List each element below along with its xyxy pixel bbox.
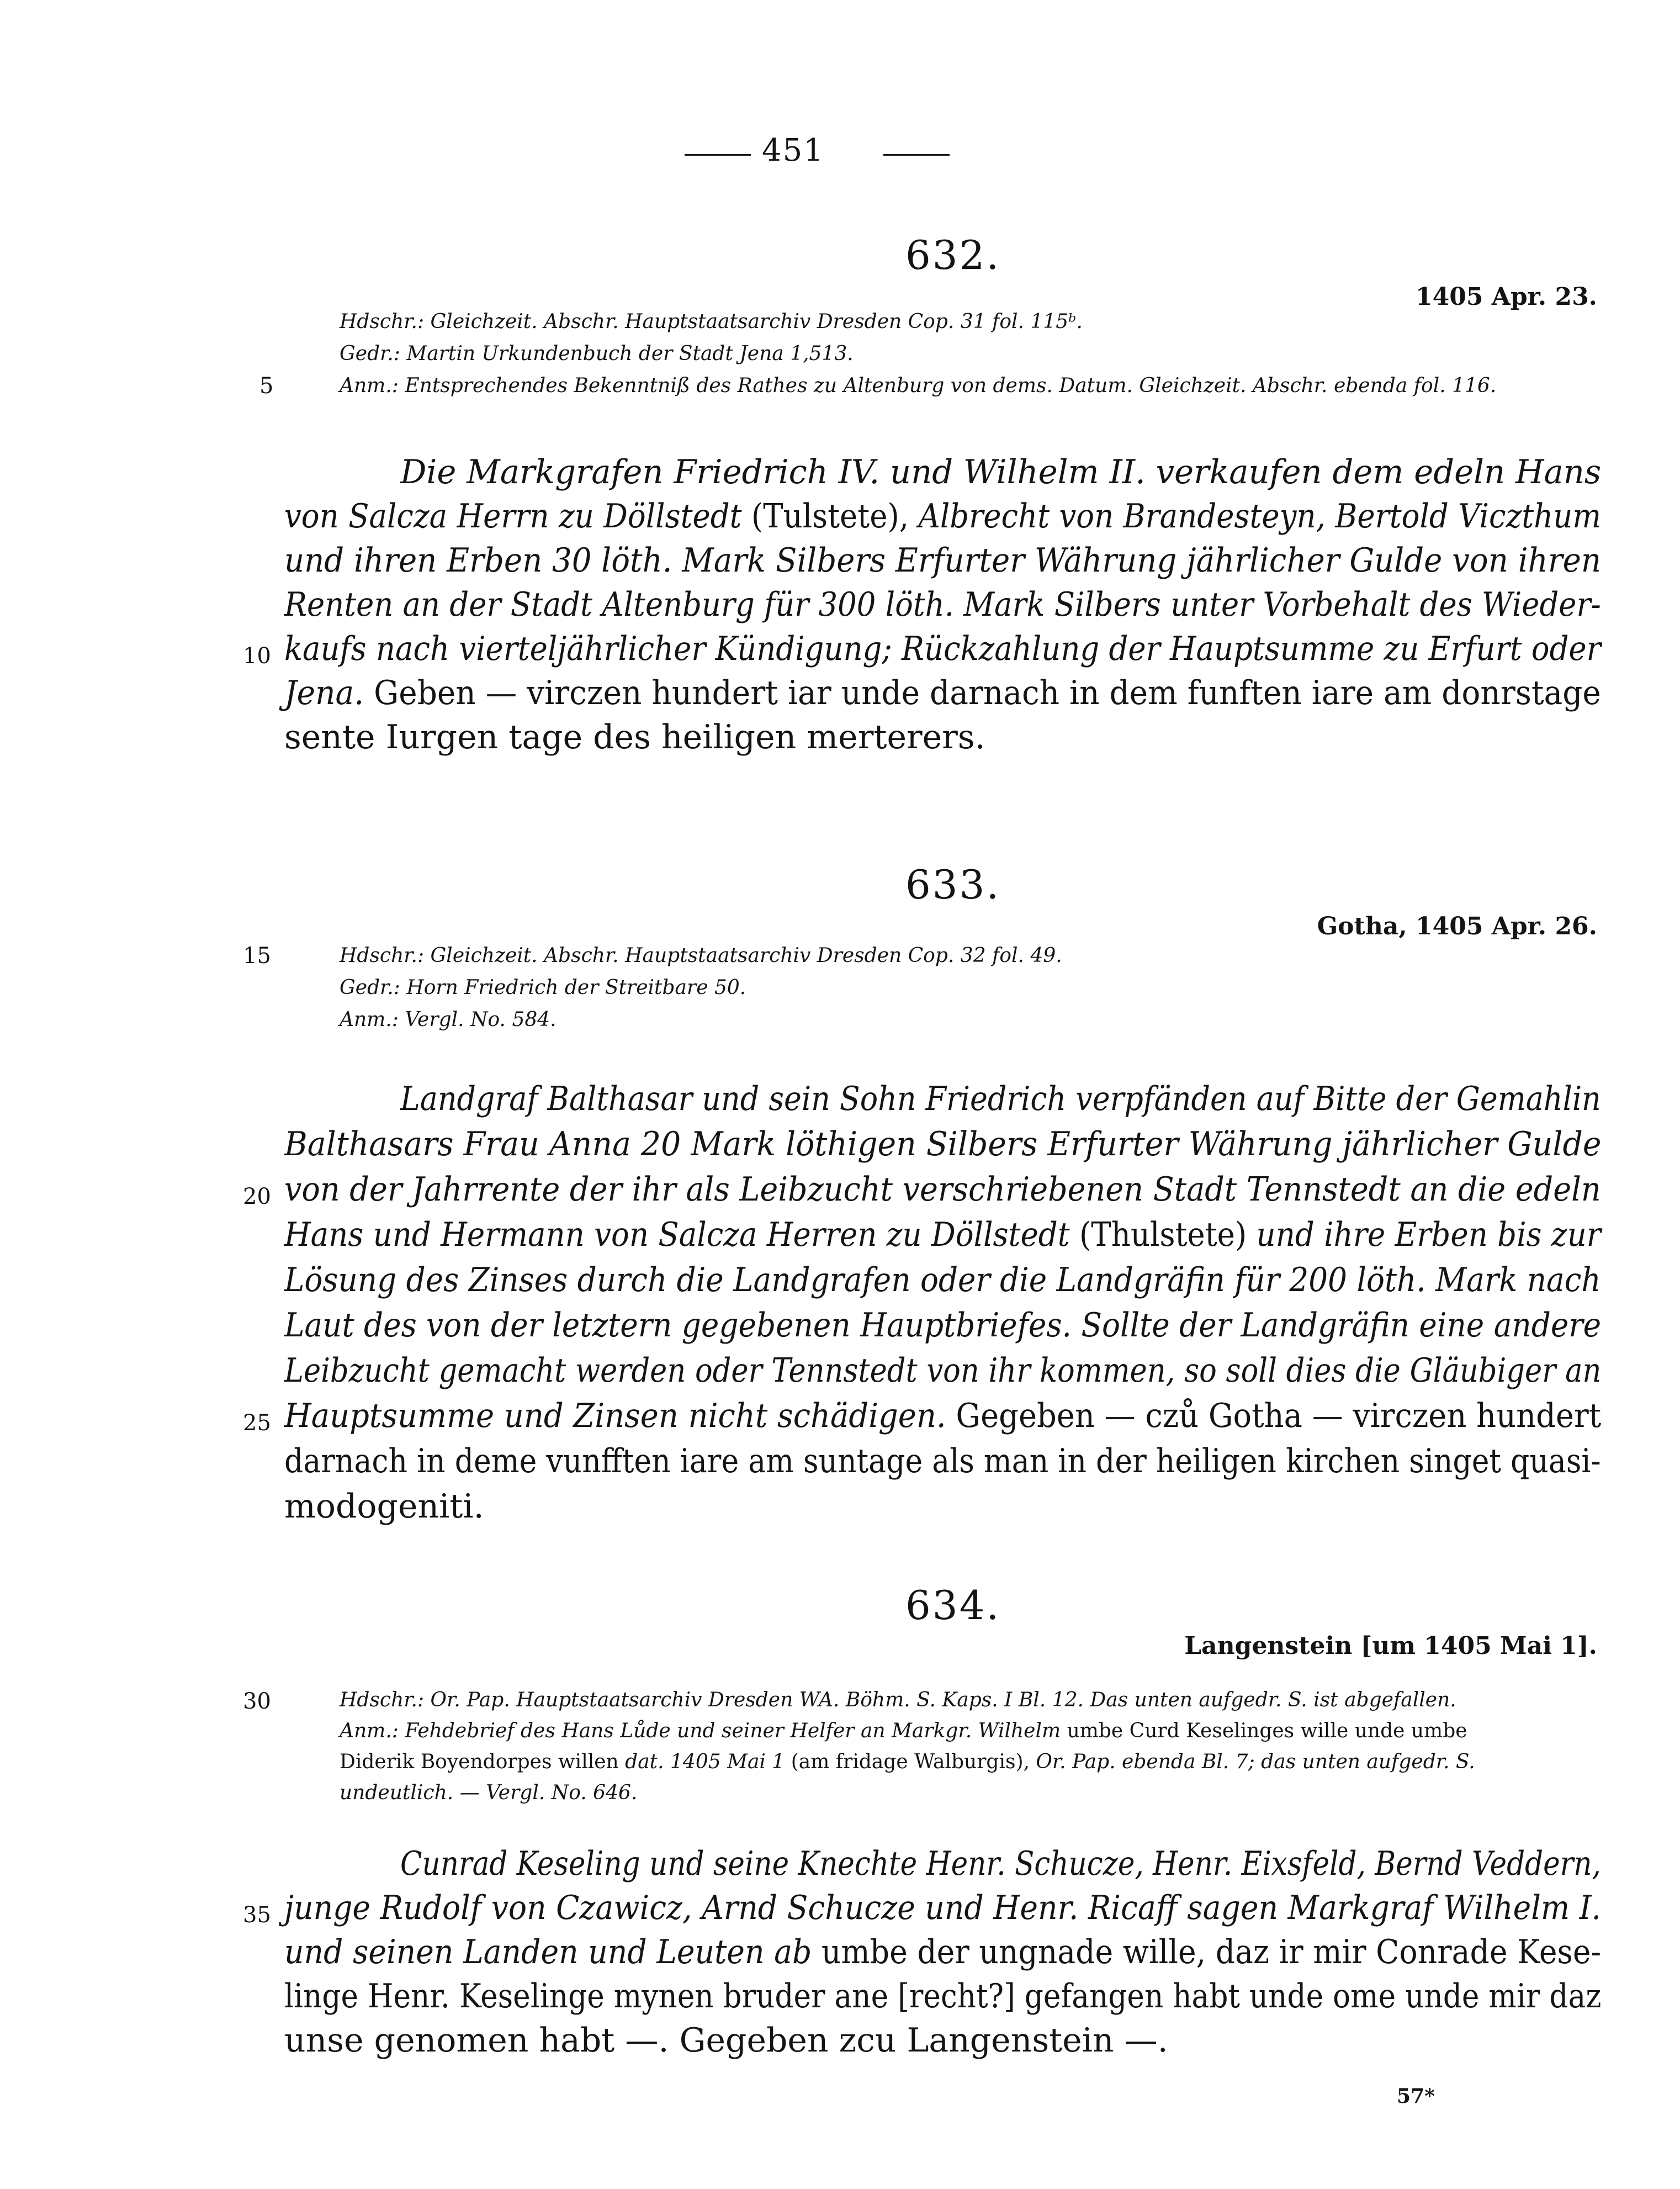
- head-rule-left: [685, 154, 751, 156]
- body-line: und seinen Landen und Leuten ab umbe der ungnade wille, daz ir mir Conrade Kese-: [284, 1933, 1602, 1971]
- source-note: Hdschr.: Or. Pap. Hauptstaatsarchiv Dresden WA. Böhm. S. Kaps. I Bl. 12. Das unten aufgedr. S. ist abgefallen.: [340, 1689, 1456, 1711]
- entry-date: 1405 Apr. 23.: [1415, 283, 1597, 311]
- body-line: junge Rudolf von Czawicz, Arnd Schucze und Henr. Ricaff sagen Markgraf Wilhelm I.: [284, 1889, 1602, 1927]
- body-line: von Salcza Herrn zu Döllstedt (Tulstete), Albrecht von Brandesteyn, Bertold Viczthum: [284, 497, 1602, 536]
- body-line: sente Iurgen tage des heiligen merterers.: [284, 718, 985, 757]
- body-line: und ihren Erben 30 löth. Mark Silbers Erfurter Währung jährlicher Gulde von ihren: [284, 541, 1601, 580]
- source-note: Gedr.: Martin Urkundenbuch der Stadt Jena 1,513.: [340, 342, 854, 365]
- source-note: Diderik Boyendorpes willen dat. 1405 Mai 1 (am fridage Walburgis), Or. Pap. ebenda Bl. 7; das unten aufgedr. S.: [340, 1751, 1475, 1773]
- source-note: undeutlich. — Vergl. No. 646.: [340, 1781, 638, 1804]
- line-number: 35: [243, 1902, 271, 1928]
- line-number: 10: [243, 643, 271, 669]
- entry-number: 632.: [905, 232, 1001, 278]
- page-number: 451: [762, 133, 824, 168]
- line-number: 25: [243, 1410, 271, 1436]
- source-note: Anm.: Fehdebrief des Hans Lůde und seiner Helfer an Markgr. Wilhelm umbe Curd Keselinges wille unde umbe: [340, 1720, 1467, 1742]
- body-line: Balthasars Frau Anna 20 Mark löthigen Silbers Erfurter Währung jährlicher Gulde: [284, 1125, 1602, 1164]
- head-rule-right: [883, 154, 950, 156]
- body-line: Cunrad Keseling und seine Knechte Henr. Schucze, Henr. Eixsfeld, Bernd Veddern,: [400, 1844, 1601, 1883]
- body-line: kaufs nach vierteljährlicher Kündigung; Rückzahlung der Hauptsumme zu Erfurt oder: [284, 630, 1601, 668]
- entry-date: Langenstein [um 1405 Mai 1].: [1184, 1632, 1597, 1660]
- body-line: Lösung des Zinses durch die Landgrafen oder die Landgräfin für 200 löth. Mark nach: [284, 1261, 1601, 1299]
- source-note: Anm.: Entsprechendes Bekenntniß des Rathes zu Altenburg von dems. Datum. Gleichzeit. Abschr. ebenda fol. 116.: [340, 374, 1497, 397]
- source-note: Anm.: Vergl. No. 584.: [340, 1008, 557, 1031]
- line-number: 20: [243, 1184, 271, 1209]
- body-line: linge Henr. Keselinge mynen bruder ane [recht?] gefangen habt unde ome unde mir daz: [284, 1977, 1602, 2016]
- body-line: Hans und Hermann von Salcza Herren zu Döllstedt (Thulstete) und ihre Erben bis zur: [284, 1215, 1601, 1254]
- entry-date: Gotha, 1405 Apr. 26.: [1317, 912, 1597, 940]
- source-note: Hdschr.: Gleichzeit. Abschr. Hauptstaatsarchiv Dresden Cop. 31 fol. 115ᵇ.: [340, 310, 1083, 333]
- body-line: unse genomen habt —. Gegeben zcu Langenstein —.: [284, 2021, 1168, 2060]
- source-note: Gedr.: Horn Friedrich der Streitbare 50.: [340, 976, 746, 999]
- body-line: Jena. Geben — virczen hundert iar unde darnach in dem funften iare am donrstage: [284, 674, 1601, 712]
- body-line: darnach in deme vunfften iare am suntage als man in der heiligen kirchen singet quasi-: [284, 1442, 1601, 1481]
- line-number: 30: [243, 1689, 271, 1714]
- line-number: 5: [259, 373, 274, 399]
- signature-mark: 57*: [1397, 2085, 1435, 2108]
- body-line: Renten an der Stadt Altenburg für 300 löth. Mark Silbers unter Vorbehalt des Wieder-: [284, 585, 1601, 624]
- body-line: Hauptsumme und Zinsen nicht schädigen. Gegeben — czů Gotha — virczen hundert: [284, 1397, 1602, 1435]
- entry-number: 634.: [905, 1582, 1001, 1628]
- body-line: modogeniti.: [284, 1487, 484, 1526]
- body-line: Landgraf Balthasar und sein Sohn Friedrich verpfänden auf Bitte der Gemahlin: [400, 1080, 1601, 1118]
- body-line: Laut des von der letztern gegebenen Hauptbriefes. Sollte der Landgräfin eine andere: [284, 1306, 1602, 1345]
- body-line: Die Markgrafen Friedrich IV. und Wilhelm II. verkaufen dem edeln Hans: [400, 453, 1602, 491]
- body-line: Leibzucht gemacht werden oder Tennstedt von ihr kommen, so soll dies die Gläubiger an: [284, 1351, 1602, 1390]
- source-note: Hdschr.: Gleichzeit. Abschr. Hauptstaatsarchiv Dresden Cop. 32 fol. 49.: [340, 944, 1062, 967]
- line-number: 15: [243, 943, 271, 969]
- entry-number: 633.: [905, 861, 1001, 908]
- body-line: von der Jahrrente der ihr als Leibzucht verschriebenen Stadt Tennstedt an die edeln: [284, 1170, 1601, 1209]
